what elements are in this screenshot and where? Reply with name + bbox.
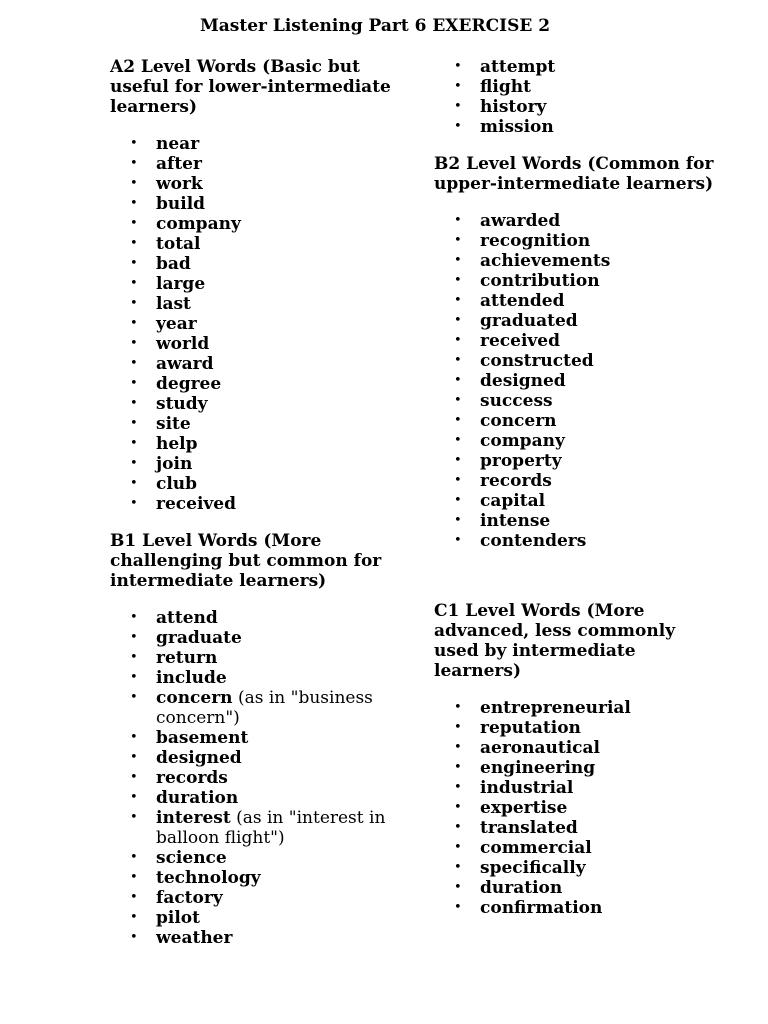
word-list-item: [434, 898, 724, 918]
vocabulary-word: join: [156, 454, 193, 474]
word-list-item: [110, 928, 410, 948]
bullet-icon: •: [130, 276, 138, 291]
bullet-icon: •: [130, 770, 138, 785]
bullet-icon: •: [130, 650, 138, 665]
bullet-icon: •: [130, 790, 138, 805]
word-list-item: [110, 608, 410, 628]
vocabulary-word: recognition: [480, 231, 591, 251]
word-list-item: [434, 738, 724, 758]
vocabulary-word: company: [156, 214, 241, 234]
vocabulary-word: award: [156, 354, 214, 374]
word-list-item: [434, 818, 724, 838]
bullet-icon: •: [130, 356, 138, 371]
word-list-item: [110, 748, 410, 768]
bullet-icon: •: [130, 236, 138, 251]
vocabulary-word: engineering: [480, 758, 596, 778]
word-list-item: [110, 648, 410, 668]
word-list-item: [434, 291, 724, 311]
b1-heading: B1 Level Words (More challenging but common for intermediate learners): [110, 531, 382, 591]
word-list-item: [110, 334, 410, 354]
bullet-icon: •: [454, 493, 462, 508]
word-list-item: [110, 434, 410, 454]
vocabulary-word: success: [480, 391, 553, 411]
bullet-icon: •: [454, 79, 462, 94]
bullet-icon: •: [130, 910, 138, 925]
vocabulary-word: translated: [480, 818, 578, 838]
bullet-icon: •: [454, 233, 462, 248]
word-list-item: [434, 271, 724, 291]
vocabulary-word: return: [156, 648, 218, 668]
word-list-item: [434, 311, 724, 331]
word-list-item: [110, 414, 410, 434]
word-list-item: [110, 888, 410, 908]
bullet-icon: •: [454, 373, 462, 388]
vocabulary-word: interest: [156, 808, 231, 828]
bullet-icon: •: [130, 750, 138, 765]
bullet-icon: •: [454, 700, 462, 715]
word-list-item: [434, 331, 724, 351]
page-title: Master Listening Part 6 EXERCISE 2: [199, 16, 551, 36]
right-column: [434, 57, 724, 918]
word-list-item: [434, 371, 724, 391]
bullet-icon: •: [130, 630, 138, 645]
word-list-item: [110, 294, 410, 314]
vocabulary-word: awarded: [480, 211, 561, 231]
word-list-item: [434, 57, 724, 77]
vocabulary-word: site: [156, 414, 191, 434]
vocabulary-word: company: [480, 431, 565, 451]
word-list-item: [434, 411, 724, 431]
vocabulary-word: concern: [480, 411, 557, 431]
bullet-icon: •: [130, 216, 138, 231]
word-list-item: [110, 474, 410, 494]
word-list-item: [110, 628, 410, 648]
word-list-item: [110, 234, 410, 254]
vocabulary-word: year: [156, 314, 197, 334]
a2-word-list: [110, 134, 410, 514]
vocabulary-word: attend: [156, 608, 218, 628]
vocabulary-word: designed: [156, 748, 242, 768]
word-list-item: [110, 174, 410, 194]
word-list-item: [110, 314, 410, 334]
word-list-item: [434, 231, 724, 251]
vocabulary-word: large: [156, 274, 206, 294]
a2-heading: A2 Level Words (Basic but useful for lower-intermediate learners): [110, 57, 391, 117]
word-list-item: [110, 274, 410, 294]
vocabulary-word: records: [480, 471, 552, 491]
vocabulary-word: duration: [156, 788, 239, 808]
word-list-item: [110, 454, 410, 474]
word-list-item: [110, 154, 410, 174]
vocabulary-word: received: [480, 331, 560, 351]
word-list-item: [110, 214, 410, 234]
vocabulary-word: records: [156, 768, 228, 788]
vocabulary-word: confirmation: [480, 898, 603, 918]
word-list-item: [110, 668, 410, 688]
vocabulary-word: bad: [156, 254, 191, 274]
vocabulary-word: technology: [156, 868, 261, 888]
usage-note: (as in "interest in balloon flight"): [156, 808, 386, 848]
word-list-item: [110, 494, 410, 514]
vocabulary-word: industrial: [480, 778, 574, 798]
bullet-icon: •: [454, 273, 462, 288]
bullet-icon: •: [454, 820, 462, 835]
vocabulary-word: attempt: [480, 57, 556, 77]
vocabulary-word: last: [156, 294, 191, 314]
bullet-icon: •: [454, 433, 462, 448]
word-list-item: [110, 688, 410, 728]
vocabulary-word: concern: [156, 688, 233, 708]
bullet-icon: •: [454, 740, 462, 755]
bullet-icon: •: [454, 453, 462, 468]
c1-word-list: [434, 698, 724, 918]
word-list-item: [434, 778, 724, 798]
bullet-icon: •: [454, 393, 462, 408]
word-list-item: [434, 531, 724, 551]
word-list-item: [434, 97, 724, 117]
vocabulary-word: graduated: [480, 311, 578, 331]
b1-word-list: [110, 608, 410, 948]
word-list-item: [110, 788, 410, 808]
vocabulary-word: intense: [480, 511, 551, 531]
bullet-icon: •: [454, 353, 462, 368]
bullet-icon: •: [454, 880, 462, 895]
bullet-icon: •: [130, 196, 138, 211]
bullet-icon: •: [454, 99, 462, 114]
vocabulary-word: flight: [480, 77, 531, 97]
word-list-item: [110, 728, 410, 748]
bullet-icon: •: [130, 610, 138, 625]
vocabulary-word: factory: [156, 888, 223, 908]
bullet-icon: •: [130, 316, 138, 331]
word-list-item: [434, 511, 724, 531]
b2-word-list: [434, 211, 724, 551]
vocabulary-word: reputation: [480, 718, 581, 738]
bullet-icon: •: [130, 690, 138, 705]
bullet-icon: •: [454, 533, 462, 548]
bullet-icon: •: [130, 870, 138, 885]
bullet-icon: •: [130, 336, 138, 351]
vocabulary-word: attended: [480, 291, 565, 311]
vocabulary-word: contribution: [480, 271, 600, 291]
vocabulary-word: contenders: [480, 531, 587, 551]
vocabulary-word: after: [156, 154, 202, 174]
vocabulary-word: club: [156, 474, 198, 494]
vocabulary-word: history: [480, 97, 547, 117]
vocabulary-word: capital: [480, 491, 546, 511]
bullet-icon: •: [130, 136, 138, 151]
bullet-icon: •: [130, 930, 138, 945]
bullet-icon: •: [454, 213, 462, 228]
bullet-icon: •: [130, 890, 138, 905]
vocabulary-word: study: [156, 394, 208, 414]
bullet-icon: •: [454, 313, 462, 328]
vocabulary-word: entrepreneurial: [480, 698, 631, 718]
word-list-item: [110, 868, 410, 888]
word-list-item: [434, 351, 724, 371]
bullet-icon: •: [130, 296, 138, 311]
vocabulary-word: science: [156, 848, 227, 868]
word-list-item: [110, 254, 410, 274]
word-list-item: [434, 251, 724, 271]
word-list-item: [110, 768, 410, 788]
word-list-item: [434, 838, 724, 858]
vocabulary-word: graduate: [156, 628, 242, 648]
bullet-icon: •: [454, 413, 462, 428]
b2-heading: B2 Level Words (Common for upper-intermediate learners): [434, 154, 714, 194]
c1-heading: C1 Level Words (More advanced, less commonly used by intermediate learners): [434, 601, 676, 681]
bullet-icon: •: [454, 473, 462, 488]
word-list-item: [434, 491, 724, 511]
word-list-item: [434, 391, 724, 411]
vocabulary-word: constructed: [480, 351, 594, 371]
bullet-icon: •: [454, 760, 462, 775]
vocabulary-word: property: [480, 451, 562, 471]
vocabulary-word: degree: [156, 374, 222, 394]
vocabulary-word: work: [156, 174, 203, 194]
bullet-icon: •: [130, 670, 138, 685]
word-list-item: [434, 878, 724, 898]
bullet-icon: •: [130, 256, 138, 271]
bullet-icon: •: [454, 900, 462, 915]
vocabulary-word: near: [156, 134, 200, 154]
bullet-icon: •: [454, 119, 462, 134]
vocabulary-word: achievements: [480, 251, 611, 271]
bullet-icon: •: [454, 800, 462, 815]
vocabulary-word: aeronautical: [480, 738, 600, 758]
word-list-item: [434, 77, 724, 97]
bullet-icon: •: [130, 436, 138, 451]
word-list-item: [434, 211, 724, 231]
b1-continued-word-list: [434, 57, 724, 137]
word-list-item: [434, 798, 724, 818]
vocabulary-word: total: [156, 234, 201, 254]
left-column: [110, 57, 410, 948]
bullet-icon: •: [130, 396, 138, 411]
bullet-icon: •: [130, 416, 138, 431]
bullet-icon: •: [130, 496, 138, 511]
word-list-item: [110, 194, 410, 214]
bullet-icon: •: [130, 376, 138, 391]
vocabulary-word: specifically: [480, 858, 586, 878]
vocabulary-word: duration: [480, 878, 563, 898]
vocabulary-word: basement: [156, 728, 249, 748]
word-list-item: [434, 431, 724, 451]
bullet-icon: •: [454, 253, 462, 268]
word-list-item: [434, 758, 724, 778]
bullet-icon: •: [454, 720, 462, 735]
bullet-icon: •: [454, 59, 462, 74]
word-list-item: [434, 117, 724, 137]
word-list-item: [110, 908, 410, 928]
bullet-icon: •: [454, 860, 462, 875]
vocabulary-word: commercial: [480, 838, 592, 858]
vocabulary-word: received: [156, 494, 236, 514]
word-list-item: [434, 471, 724, 491]
vocabulary-word: build: [156, 194, 206, 214]
word-list-item: [110, 134, 410, 154]
usage-note: (as in "business concern"): [156, 688, 373, 728]
bullet-icon: •: [454, 840, 462, 855]
vocabulary-word: mission: [480, 117, 554, 137]
word-list-item: [110, 354, 410, 374]
word-list-item: [110, 808, 410, 848]
word-list-item: [110, 848, 410, 868]
bullet-icon: •: [130, 850, 138, 865]
word-list-item: [434, 698, 724, 718]
vocabulary-word: help: [156, 434, 198, 454]
bullet-icon: •: [454, 293, 462, 308]
word-list-item: [434, 718, 724, 738]
vocabulary-word: include: [156, 668, 227, 688]
bullet-icon: •: [130, 456, 138, 471]
bullet-icon: •: [130, 476, 138, 491]
vocabulary-word: pilot: [156, 908, 200, 928]
vocabulary-word: world: [156, 334, 210, 354]
bullet-icon: •: [454, 780, 462, 795]
vocabulary-word: weather: [156, 928, 233, 948]
bullet-icon: •: [454, 513, 462, 528]
vocabulary-word: designed: [480, 371, 566, 391]
word-list-item: [110, 374, 410, 394]
word-list-item: [110, 394, 410, 414]
word-list-item: [434, 451, 724, 471]
bullet-icon: •: [130, 810, 138, 825]
bullet-icon: •: [130, 156, 138, 171]
bullet-icon: •: [130, 730, 138, 745]
vocabulary-word: expertise: [480, 798, 568, 818]
bullet-icon: •: [130, 176, 138, 191]
bullet-icon: •: [454, 333, 462, 348]
word-list-item: [434, 858, 724, 878]
